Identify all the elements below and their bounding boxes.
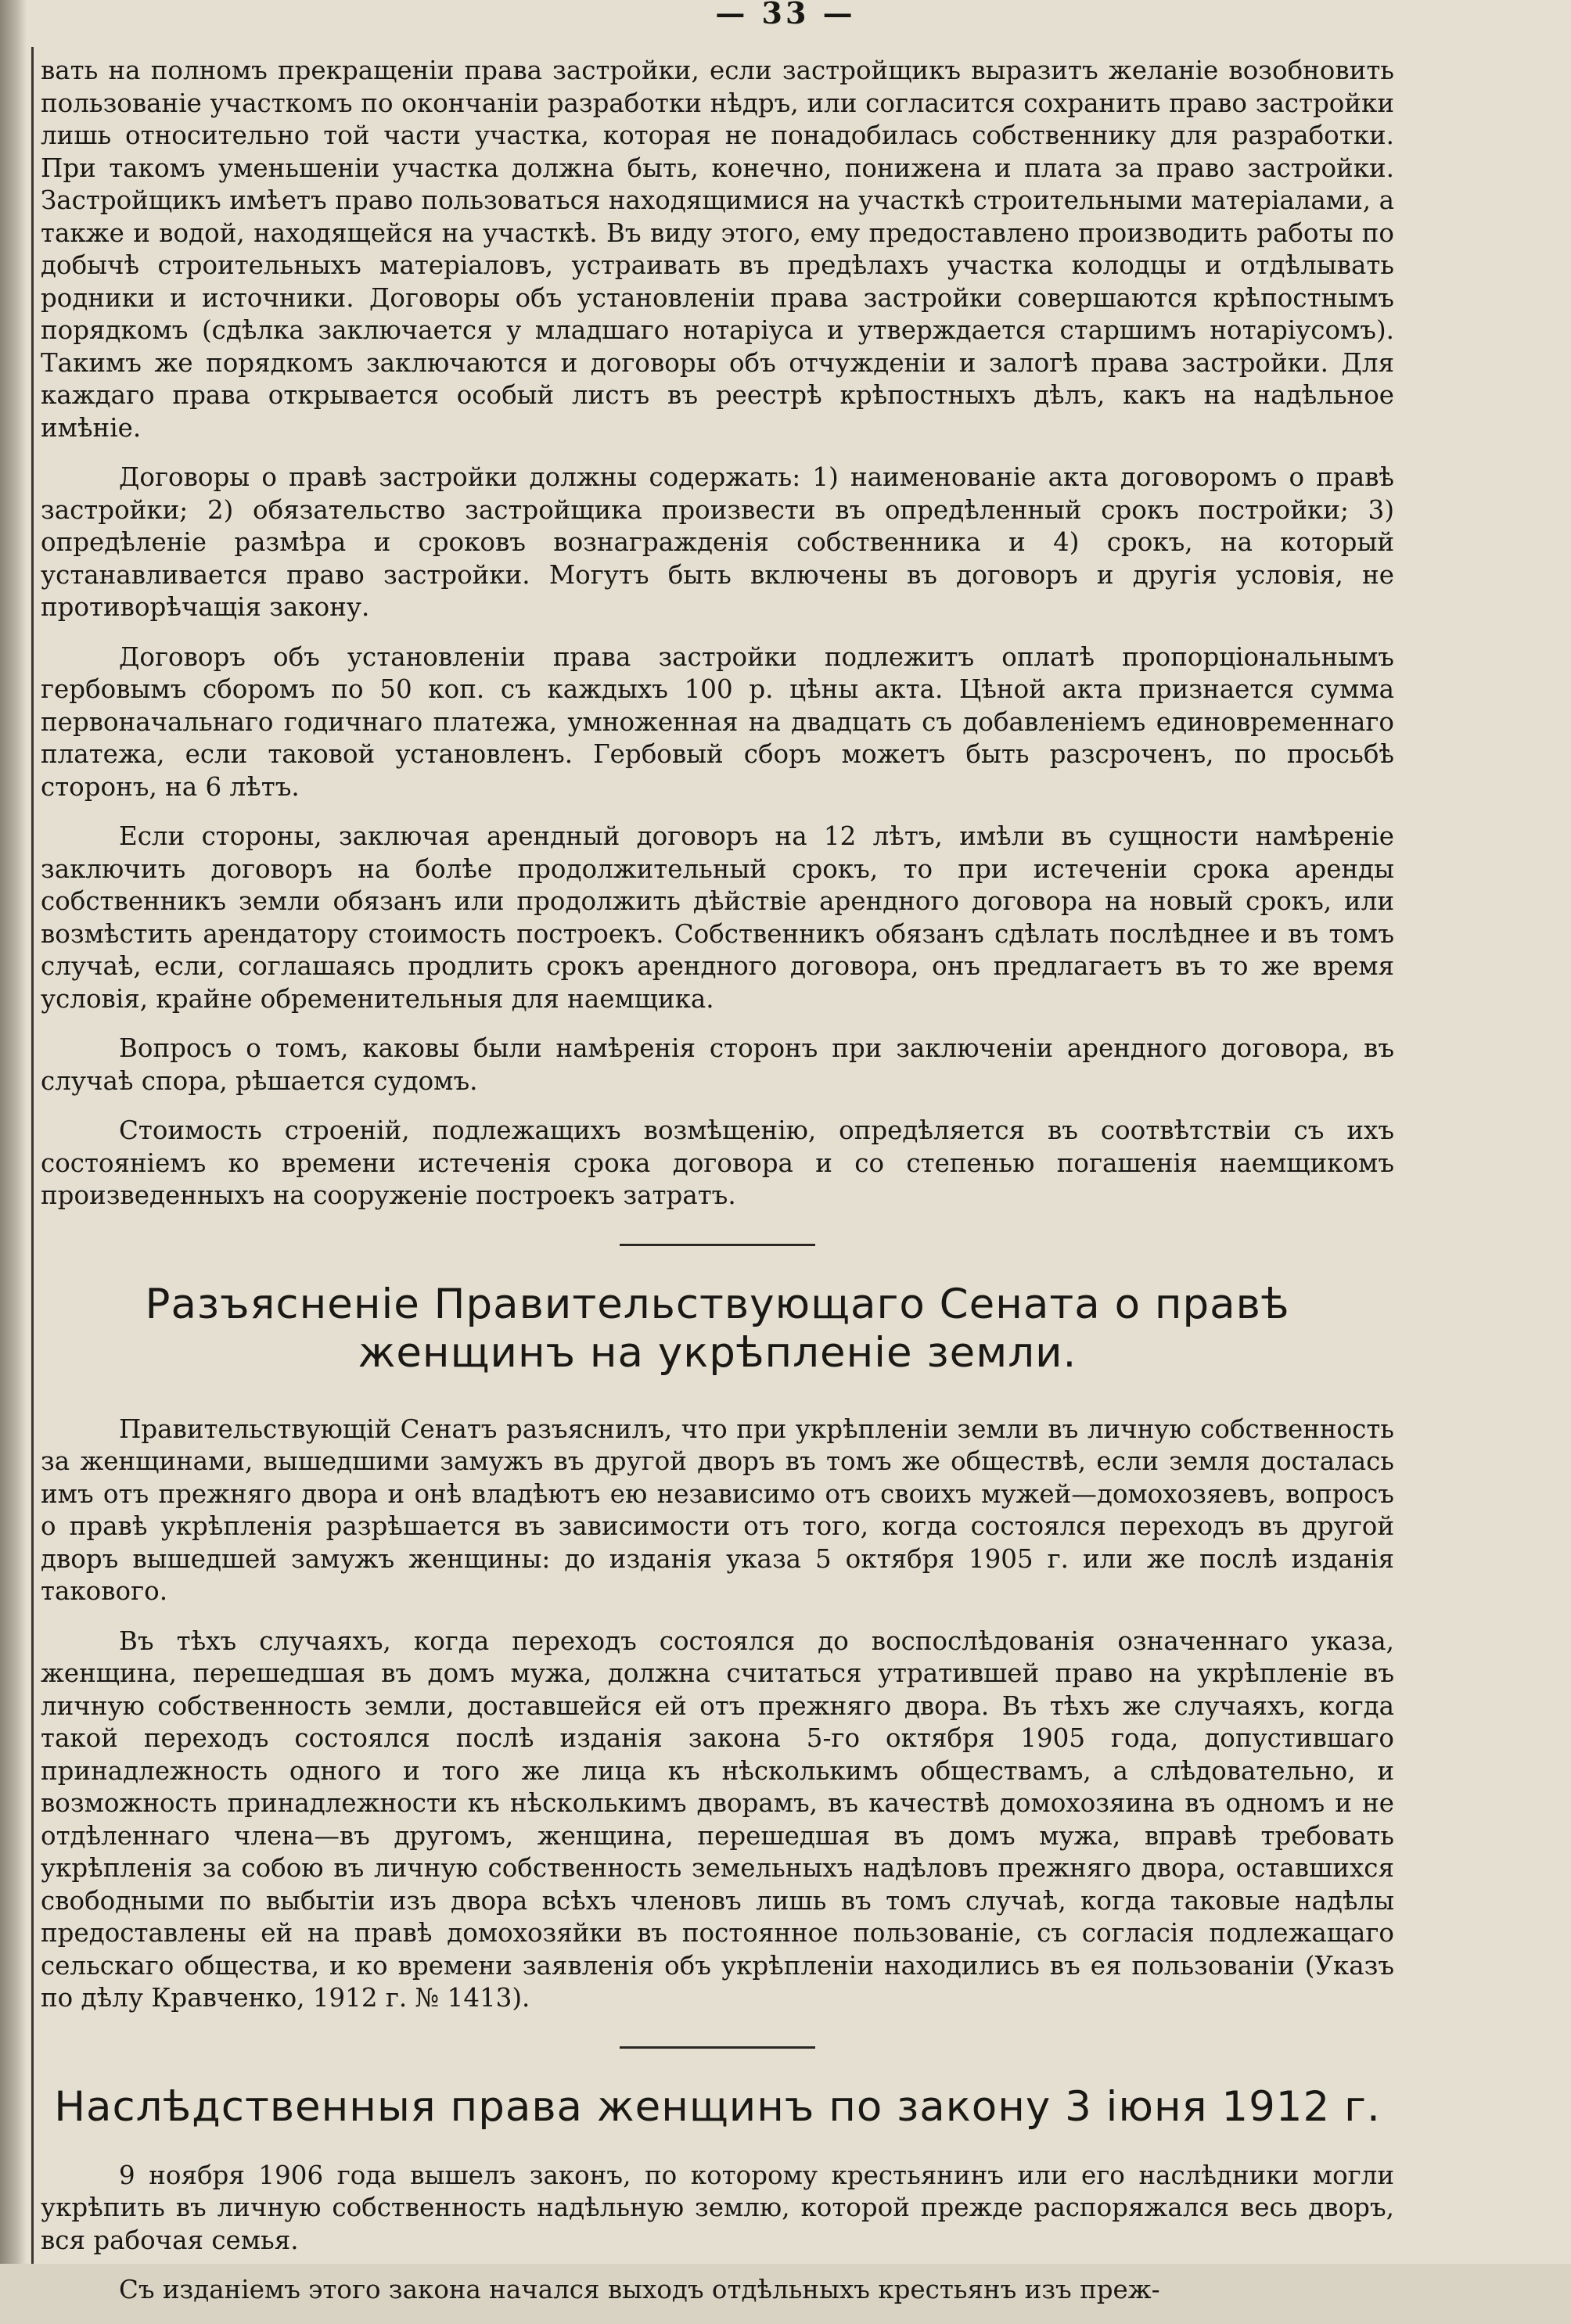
paragraph: Правительствующій Сенатъ разъяснилъ, что при укрѣпленіи земли въ личную собственность за женщинами, вышедшими замужъ въ другой дворъ въ томъ же обществѣ, если земля досталась имъ отъ прежняго двора и онѣ владѣютъ ею независимо отъ своихъ мужей—домохозяевъ, вопросъ о правѣ укрѣпленія разрѣшается въ зависимости отъ того, когда состоялся переходъ въ другой дворъ вышедшей замужъ женщины: до изданія указа 5 октября 1905 г. или же послѣ изданія такового. bbox=[41, 1413, 1394, 1606]
paragraph: Договоръ объ установленіи права застройки подлежитъ оплатѣ пропорціональнымъ гербовымъ сборомъ по 50 коп. съ каждыхъ 100 р. цѣны акта. Цѣной акта признается сумма первоначальнаго годичнаго платежа, умноженная на двадцать съ добавленіемъ единовременнаго платежа, если таковой установленъ. Гербовый сборъ можетъ быть разсроченъ, по просьбѣ сторонъ, на 6 лѣтъ. bbox=[41, 641, 1394, 802]
binding-edge bbox=[0, 0, 27, 2264]
paragraph: Стоимость строеній, подлежащихъ возмѣщенію, опредѣляется въ соотвѣтствіи съ ихъ состояніемъ ко времени истеченія срока договора и со степенью погашенія наемщикомъ произведенныхъ на сооруженіе построекъ затратъ. bbox=[41, 1115, 1394, 1210]
section-divider bbox=[620, 2046, 815, 2049]
paragraph: Если стороны, заключая арендный договоръ на 12 лѣтъ, имѣли въ сущности намѣреніе заключить договоръ на болѣе продолжительный срокъ, то при истеченіи срока аренды собственникъ земли обязанъ или продолжить дѣйствіе арендного договора на новый срокъ, или возмѣстить арендатору стоимость построекъ. Собственникъ обязанъ сдѣлать послѣднее и въ томъ случаѣ, если, соглашаясь продлить срокъ арендного договора, онъ предлагаетъ въ то же время условія, крайне обременительныя для наемщика. bbox=[41, 821, 1394, 1014]
section-heading: Наслѣдственныя права женщинъ по закону 3 іюня 1912 г. bbox=[54, 2082, 1381, 2131]
section-divider bbox=[620, 1244, 815, 1246]
section-heading: Разъясненіе Правительствующаго Сената о правѣ женщинъ на укрѣпленіе земли. bbox=[145, 1280, 1290, 1377]
paragraph: Въ тѣхъ случаяхъ, когда переходъ состоялся до воспослѣдованія означеннаго указа, женщина, перешедшая въ домъ мужа, должна считаться утратившей право на укрѣпленіе въ личную собственность земли, доставшейся ей отъ прежняго двора. Въ тѣхъ же случаяхъ, когда такой переходъ состоялся послѣ изданія закона 5-го октября 1905 года, допустившаго принадлежность одного и того же лица къ нѣсколькимъ обществамъ, а слѣдовательно, и возможность принадлежности къ нѣсколькимъ дворамъ, въ качествѣ домохозяина въ одномъ и не отдѣленнаго члена—въ другомъ, женщина, перешедшая въ домъ мужа, вправѣ требовать укрѣпленія за собою въ личную собственность земельныхъ надѣловъ прежняго двора, оставшихся свободными по выбытіи изъ двора всѣхъ членовъ лишь въ томъ случаѣ, когда таковые надѣлы предоставлены ей на правѣ домохозяйки въ постоянное пользованіе, съ согласія подлежащаго сельскаго общества, и ко времени заявленія объ укрѣпленіи находились въ ея пользованіи (Указъ по дѣлу Кравченко, 1912 г. № 1413). bbox=[41, 1625, 1394, 2013]
paragraph: вать на полномъ прекращеніи права застройки, если застройщикъ выразитъ желаніе возобновить пользованіе участкомъ по окончаніи разработки нѣдръ, или согласится сохранить право застройки лишь относительно той части участка, которая не понадобилась собственнику для разработки. При такомъ уменьшеніи участка должна быть, конечно, понижена и плата за право застройки. Застройщикъ имѣетъ право пользоваться находящимися на участкѣ строительными матеріалами, а также и водой, находящейся на участкѣ. Въ виду этого, ему предоставлено производить работы по добычѣ строительныхъ матеріаловъ, устраивать въ предѣлахъ участка колодцы и отдѣлывать родники и источники. Договоры объ установленіи права застройки совершаются крѣпостнымъ порядкомъ (сдѣлка заключается у младшаго нотаріуса и утверждается старшимъ нотаріусомъ). Такимъ же порядкомъ заключаются и договоры объ отчужденіи и залогѣ права застройки. Для каждаго права открывается особый листъ въ реестрѣ крѣпостныхъ дѣлъ, какъ на надѣльное имѣніе. bbox=[41, 56, 1394, 443]
paragraph: Вопросъ о томъ, каковы были намѣренія сторонъ при заключеніи арендного договора, въ случаѣ спора, рѣшается судомъ. bbox=[41, 1033, 1394, 1096]
page-number: — 33 — bbox=[715, 0, 856, 31]
paragraph: Договоры о правѣ застройки должны содержать: 1) наименованіе акта договоромъ о правѣ застройки; 2) обязательство застройщика произвести въ опредѣленный срокъ постройки; 3) опредѣленіе размѣра и сроковъ вознагражденія собственника и 4) срокъ, на который устанавливается право застройки. Могутъ быть включены въ договоръ и другія условія, не противорѣчащія закону. bbox=[41, 462, 1394, 622]
page-content bbox=[41, 55, 1394, 2324]
paragraph: 9 ноября 1906 года вышелъ законъ, по которому крестьянинъ или его наслѣдники могли укрѣпить въ личную собственность надѣльную землю, которой прежде распоряжался весь дворъ, вся рабочая семья. bbox=[41, 2160, 1394, 2255]
margin-rule bbox=[31, 47, 34, 2264]
paragraph: Съ изданіемъ этого закона начался выходъ отдѣльныхъ крестьянъ изъ преж- bbox=[119, 2275, 1160, 2304]
